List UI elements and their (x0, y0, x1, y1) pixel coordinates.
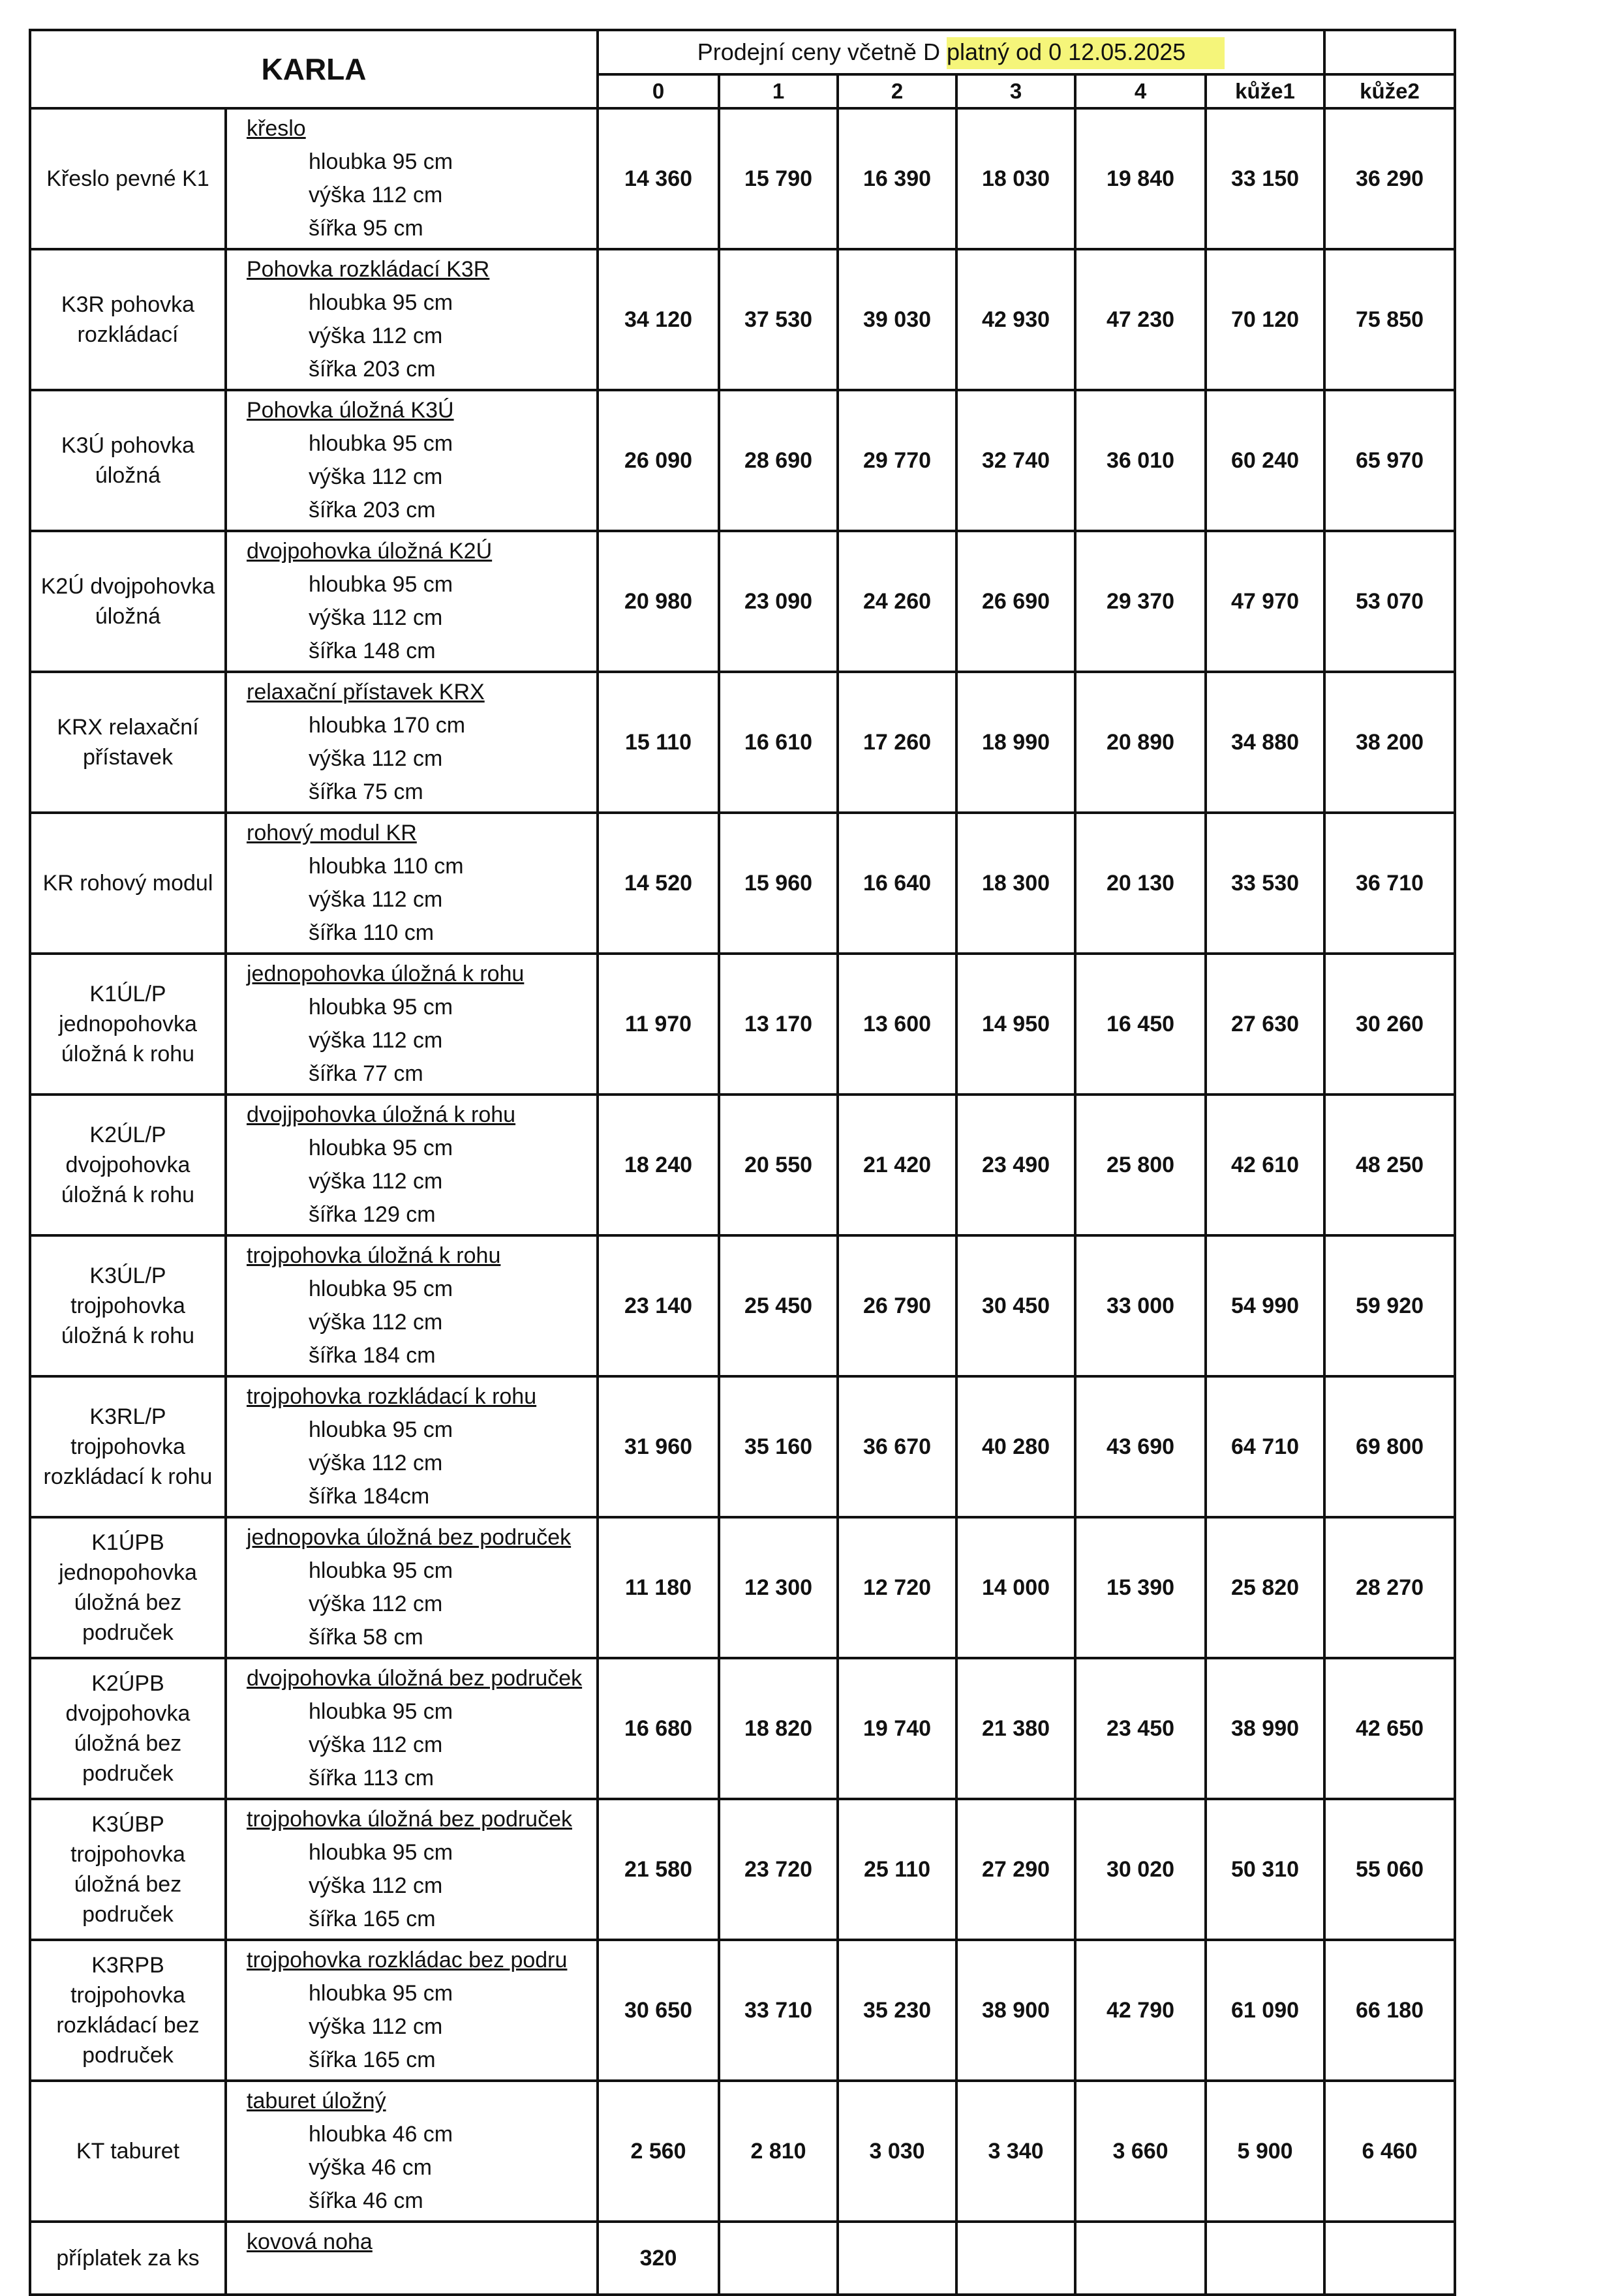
price-cell: 47 230 (1075, 249, 1206, 390)
price-cell: 38 900 (956, 1940, 1075, 2081)
product-code: K1ÚPB jednopohovka úložná bez područek (30, 1517, 226, 1658)
price-cell: 60 240 (1206, 390, 1324, 531)
price-cell: 21 580 (598, 1799, 719, 1940)
product-title: trojpohovka rozkládac bez podru (247, 1948, 568, 1972)
product-description (226, 1658, 598, 1799)
product-dimension: výška 112 cm (309, 746, 443, 771)
price-cell: 13 600 (838, 954, 956, 1095)
price-cell: 5 900 (1206, 2081, 1324, 2222)
price-cell: 30 020 (1075, 1799, 1206, 1940)
header-empty-cell (1324, 30, 1455, 74)
product-description (226, 390, 598, 531)
product-dimension: hloubka 95 cm (309, 1699, 453, 1724)
product-dimension: hloubka 95 cm (309, 1417, 453, 1442)
price-cell: 36 710 (1324, 813, 1455, 954)
price-cell: 70 120 (1206, 249, 1324, 390)
price-cell: 75 850 (1324, 249, 1455, 390)
product-description (226, 1940, 598, 2081)
price-note-prefix: Prodejní ceny včetně D (697, 38, 940, 65)
price-cell: 59 920 (1324, 1235, 1455, 1376)
price-cell: 18 240 (598, 1095, 719, 1235)
product-title: taburet úložný (247, 2089, 386, 2113)
price-cell: 26 690 (956, 531, 1075, 672)
price-cell: 3 030 (838, 2081, 956, 2222)
price-cell: 23 090 (719, 531, 838, 672)
product-dimension: hloubka 170 cm (309, 713, 466, 738)
product-row (30, 672, 1455, 813)
price-cell: 39 030 (838, 249, 956, 390)
price-cell: 30 650 (598, 1940, 719, 2081)
price-cell: 25 800 (1075, 1095, 1206, 1235)
product-row (30, 954, 1455, 1095)
price-cell (838, 2222, 956, 2295)
price-cell (1324, 2222, 1455, 2295)
price-cell: 19 840 (1075, 108, 1206, 249)
price-cell: 30 450 (956, 1235, 1075, 1376)
product-dimension: hloubka 95 cm (309, 290, 453, 315)
price-cell: 15 960 (719, 813, 838, 954)
product-dimension: šířka 110 cm (309, 920, 435, 945)
price-cell (1075, 2222, 1206, 2295)
price-column-header: 3 (956, 74, 1075, 108)
product-dimension: výška 112 cm (309, 1028, 443, 1053)
product-dimension: šířka 184 cm (309, 1343, 436, 1368)
price-cell: 15 110 (598, 672, 719, 813)
price-table (29, 29, 1456, 2296)
price-cell: 20 550 (719, 1095, 838, 1235)
product-dimension: šířka 77 cm (309, 1061, 423, 1086)
product-description (226, 1095, 598, 1235)
product-code: K2Ú dvojpohovka úložná (30, 531, 226, 672)
product-dimension: šířka 58 cm (309, 1625, 423, 1650)
product-dimension: výška 112 cm (309, 605, 443, 630)
price-cell: 33 710 (719, 1940, 838, 2081)
product-description (226, 1235, 598, 1376)
price-cell: 16 610 (719, 672, 838, 813)
price-cell: 61 090 (1206, 1940, 1324, 2081)
product-dimension: šířka 129 cm (309, 1202, 436, 1227)
product-title: Pohovka úložná K3Ú (247, 398, 454, 423)
product-dimension: hloubka 95 cm (309, 1981, 453, 2006)
price-cell: 21 420 (838, 1095, 956, 1235)
price-cell: 20 980 (598, 531, 719, 672)
product-code: K2ÚL/P dvojpohovka úložná k rohu (30, 1095, 226, 1235)
product-dimension: výška 112 cm (309, 887, 443, 912)
surcharge-description (226, 2222, 598, 2295)
product-description (226, 672, 598, 813)
product-description (226, 2081, 598, 2222)
price-cell (719, 2222, 838, 2295)
product-description (226, 249, 598, 390)
product-description (226, 1517, 598, 1658)
price-cell: 29 370 (1075, 531, 1206, 672)
price-validity-note (598, 30, 1324, 74)
price-cell: 27 630 (1206, 954, 1324, 1095)
price-cell: 36 290 (1324, 108, 1455, 249)
product-dimension: hloubka 46 cm (309, 2122, 453, 2147)
price-cell: 35 160 (719, 1376, 838, 1517)
price-cell: 12 300 (719, 1517, 838, 1658)
product-description (226, 1376, 598, 1517)
price-cell: 69 800 (1324, 1376, 1455, 1517)
product-description (226, 954, 598, 1095)
price-cell: 320 (598, 2222, 719, 2295)
price-cell: 25 450 (719, 1235, 838, 1376)
price-cell: 40 280 (956, 1376, 1075, 1517)
product-description (226, 531, 598, 672)
price-cell: 14 950 (956, 954, 1075, 1095)
product-dimension: výška 112 cm (309, 1451, 443, 1475)
product-row (30, 1940, 1455, 2081)
price-cell: 15 390 (1075, 1517, 1206, 1658)
price-cell: 42 610 (1206, 1095, 1324, 1235)
product-row (30, 1658, 1455, 1799)
price-cell: 28 270 (1324, 1517, 1455, 1658)
price-cell: 65 970 (1324, 390, 1455, 531)
price-cell (956, 2222, 1075, 2295)
product-dimension: hloubka 95 cm (309, 149, 453, 174)
product-row (30, 249, 1455, 390)
product-dimension: šířka 165 cm (309, 1907, 436, 1931)
price-cell: 34 120 (598, 249, 719, 390)
price-column-header: 4 (1075, 74, 1206, 108)
price-cell: 28 690 (719, 390, 838, 531)
price-cell: 3 660 (1075, 2081, 1206, 2222)
product-title: dvojpohovka úložná K2Ú (247, 539, 493, 564)
product-description (226, 108, 598, 249)
product-row (30, 1517, 1455, 1658)
price-cell: 38 990 (1206, 1658, 1324, 1799)
price-cell: 16 390 (838, 108, 956, 249)
price-cell: 66 180 (1324, 1940, 1455, 2081)
price-cell: 34 880 (1206, 672, 1324, 813)
price-cell (1206, 2222, 1324, 2295)
price-cell: 15 790 (719, 108, 838, 249)
product-dimension: výška 112 cm (309, 1592, 443, 1616)
product-dimension: hloubka 95 cm (309, 1136, 453, 1160)
product-code: KRX relaxační přístavek (30, 672, 226, 813)
product-row (30, 1376, 1455, 1517)
product-row (30, 390, 1455, 531)
product-code: K1ÚL/P jednopohovka úložná k rohu (30, 954, 226, 1095)
product-dimension: šířka 203 cm (309, 357, 436, 382)
price-cell: 53 070 (1324, 531, 1455, 672)
price-cell: 11 970 (598, 954, 719, 1095)
product-code: Křeslo pevné K1 (30, 108, 226, 249)
product-code: KR rohový modul (30, 813, 226, 954)
price-cell: 25 820 (1206, 1517, 1324, 1658)
price-cell: 2 810 (719, 2081, 838, 2222)
product-dimension: hloubka 95 cm (309, 572, 453, 597)
product-title: Pohovka rozkládací K3R (247, 257, 490, 282)
price-cell: 36 010 (1075, 390, 1206, 531)
product-code: K3ÚBP trojpohovka úložná bez područek (30, 1799, 226, 1940)
product-dimension: hloubka 95 cm (309, 1276, 453, 1301)
product-dimension: hloubka 95 cm (309, 1840, 453, 1865)
price-cell: 19 740 (838, 1658, 956, 1799)
price-cell: 31 960 (598, 1376, 719, 1517)
product-dimension: šířka 184cm (309, 1484, 430, 1509)
product-code: K3R pohovka rozkládací (30, 249, 226, 390)
product-dimension: výška 112 cm (309, 183, 443, 207)
price-cell: 55 060 (1324, 1799, 1455, 1940)
product-title: jednopohovka úložná k rohu (247, 961, 525, 986)
product-dimension: výška 112 cm (309, 1310, 443, 1335)
product-dimension: výška 112 cm (309, 1873, 443, 1898)
price-cell: 47 970 (1206, 531, 1324, 672)
price-cell: 16 640 (838, 813, 956, 954)
product-row (30, 1095, 1455, 1235)
price-cell: 16 680 (598, 1658, 719, 1799)
price-cell: 24 260 (838, 531, 956, 672)
product-dimension: šířka 203 cm (309, 498, 436, 522)
price-cell: 17 260 (838, 672, 956, 813)
brand-title: KARLA (30, 30, 598, 108)
product-description (226, 1799, 598, 1940)
price-cell: 43 690 (1075, 1376, 1206, 1517)
product-code: K3RL/P trojpohovka rozkládací k rohu (30, 1376, 226, 1517)
product-dimension: šířka 148 cm (309, 639, 436, 663)
price-cell: 27 290 (956, 1799, 1075, 1940)
product-dimension: hloubka 95 cm (309, 1558, 453, 1583)
price-cell: 42 930 (956, 249, 1075, 390)
price-cell: 50 310 (1206, 1799, 1324, 1940)
price-cell: 29 770 (838, 390, 956, 531)
price-cell: 21 380 (956, 1658, 1075, 1799)
price-cell: 30 260 (1324, 954, 1455, 1095)
price-cell: 23 490 (956, 1095, 1075, 1235)
product-title: trojpohovka úložná k rohu (247, 1243, 501, 1268)
price-cell: 23 450 (1075, 1658, 1206, 1799)
price-cell: 11 180 (598, 1517, 719, 1658)
price-cell: 6 460 (1324, 2081, 1455, 2222)
product-dimension: šířka 46 cm (309, 2188, 423, 2213)
price-cell: 48 250 (1324, 1095, 1455, 1235)
product-title: jednopovka úložná bez područek (247, 1525, 572, 1550)
product-dimension: výška 112 cm (309, 464, 443, 489)
price-cell: 20 890 (1075, 672, 1206, 813)
product-dimension: hloubka 110 cm (309, 854, 464, 879)
price-cell: 26 090 (598, 390, 719, 531)
price-cell: 42 650 (1324, 1658, 1455, 1799)
price-column-header: 0 (598, 74, 719, 108)
price-column-header: 2 (838, 74, 956, 108)
price-cell: 3 340 (956, 2081, 1075, 2222)
price-cell: 38 200 (1324, 672, 1455, 813)
price-cell: 23 140 (598, 1235, 719, 1376)
price-cell: 25 110 (838, 1799, 956, 1940)
surcharge-label: příplatek za ks (30, 2222, 226, 2295)
product-dimension: hloubka 95 cm (309, 995, 453, 1020)
product-description (226, 813, 598, 954)
product-code: K3Ú pohovka úložná (30, 390, 226, 531)
product-row (30, 1235, 1455, 1376)
product-row (30, 531, 1455, 672)
product-title: dvojjpohovka úložná k rohu (247, 1102, 516, 1127)
price-cell: 32 740 (956, 390, 1075, 531)
product-title: relaxační přístavek KRX (247, 680, 485, 704)
product-code: K3RPB trojpohovka rozkládací bez područek (30, 1940, 226, 2081)
price-column-header: kůže2 (1324, 74, 1455, 108)
price-cell: 33 150 (1206, 108, 1324, 249)
product-row (30, 1799, 1455, 1940)
product-dimension: výška 112 cm (309, 1732, 443, 1757)
product-dimension: výška 112 cm (309, 1169, 443, 1194)
price-cell: 42 790 (1075, 1940, 1206, 2081)
surcharge-title: kovová noha (247, 2229, 373, 2254)
product-dimension: šířka 95 cm (309, 216, 423, 241)
surcharge-row (30, 2222, 1455, 2295)
product-title: trojpohovka úložná bez područek (247, 1807, 572, 1832)
product-dimension: výška 46 cm (309, 2155, 432, 2180)
price-cell: 2 560 (598, 2081, 719, 2222)
price-cell: 33 530 (1206, 813, 1324, 954)
price-cell: 12 720 (838, 1517, 956, 1658)
price-cell: 36 670 (838, 1376, 956, 1517)
product-title: dvojpohovka úložná bez područek (247, 1666, 583, 1691)
product-code: KT taburet (30, 2081, 226, 2222)
price-cell: 35 230 (838, 1940, 956, 2081)
product-row (30, 108, 1455, 249)
price-cell: 14 000 (956, 1517, 1075, 1658)
price-cell: 64 710 (1206, 1376, 1324, 1517)
product-dimension: šířka 75 cm (309, 779, 423, 804)
product-dimension: hloubka 95 cm (309, 431, 453, 456)
price-cell: 18 990 (956, 672, 1075, 813)
validity-date-highlight: platný od 0 12.05.2025 (947, 37, 1225, 69)
price-cell: 20 130 (1075, 813, 1206, 954)
product-code: K2ÚPB dvojpohovka úložná bez područek (30, 1658, 226, 1799)
product-title: rohový modul KR (247, 821, 417, 845)
price-cell: 54 990 (1206, 1235, 1324, 1376)
price-cell: 14 520 (598, 813, 719, 954)
product-row (30, 2081, 1455, 2222)
price-column-header: kůže1 (1206, 74, 1324, 108)
price-column-header: 1 (719, 74, 838, 108)
price-cell: 18 030 (956, 108, 1075, 249)
price-cell: 13 170 (719, 954, 838, 1095)
product-dimension: výška 112 cm (309, 2014, 443, 2039)
product-row (30, 813, 1455, 954)
price-cell: 14 360 (598, 108, 719, 249)
price-cell: 26 790 (838, 1235, 956, 1376)
price-cell: 16 450 (1075, 954, 1206, 1095)
product-dimension: šířka 165 cm (309, 2047, 436, 2072)
product-dimension: výška 112 cm (309, 324, 443, 348)
price-cell: 33 000 (1075, 1235, 1206, 1376)
product-dimension: šířka 113 cm (309, 1766, 435, 1790)
price-cell: 37 530 (719, 249, 838, 390)
product-title: trojpohovka rozkládací k rohu (247, 1384, 537, 1409)
price-cell: 18 300 (956, 813, 1075, 954)
product-title: křeslo (247, 116, 306, 141)
price-cell: 18 820 (719, 1658, 838, 1799)
price-cell: 23 720 (719, 1799, 838, 1940)
product-code: K3ÚL/P trojpohovka úložná k rohu (30, 1235, 226, 1376)
